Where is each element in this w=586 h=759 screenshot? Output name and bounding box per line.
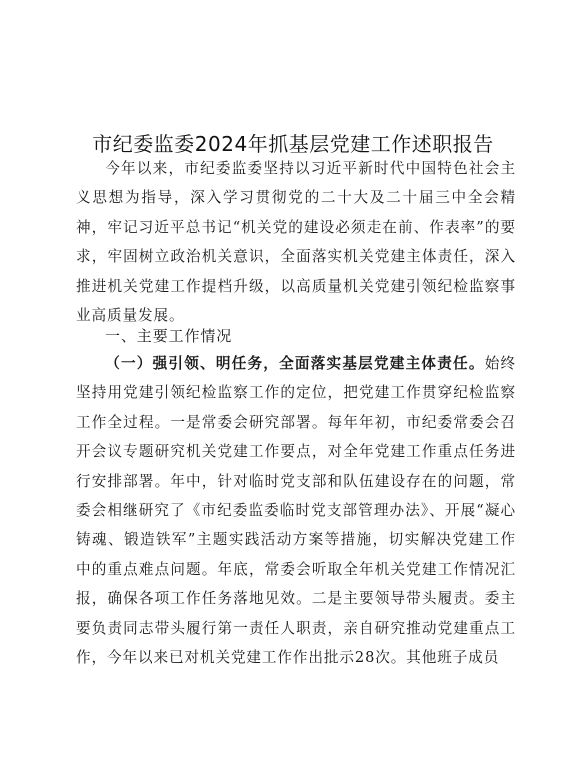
section-heading: 一、主要工作情况 xyxy=(105,327,233,345)
document-title: 市纪委监委2024年抓基层党建工作述职报告 xyxy=(92,132,494,156)
subsection-body: 始终坚持用党建引领纪检监察工作的定位，把党建工作贯穿纪检监察工作全过程。一是常委会研究部署。每年年初，市纪委常委会召开会议专题研究机关党建工作要点，对全年党建工作重点任务进行安排部署。年中，针对临时党支部和队伍建设存在的问题，常委会相继研究了《市纪委监委临时党支部管理办法》、开展“凝心铸魂、锻造铁军”主题实践活动方案等措施，切实解决党建工作中的重点难点问题。年底，常委会听取全年机关党建工作情况汇报，确保各项工作任务落地见效。二是主要领导带头履责。委主要负责同志带头履行第一责任人职责，亲自研究推动党建重点工作，今年以来已对机关党建工作作出批示28次。其他班子成员 xyxy=(76,355,516,667)
subsection-lead: （一）强引领、明任务，全面落实基层党建主体责任。 xyxy=(105,355,485,372)
subsection-paragraph xyxy=(76,349,516,672)
intro-paragraph: 今年以来，市纪委监委坚持以习近平新时代中国特色社会主义思想为指导，深入学习贯彻党的二十大及二十届三中全会精神，牢记习近平总书记“机关党的建设必须走在前、作表率”的要求，牢固树立政治机关意识，全面落实机关党建主体责任，深入推进机关党建工作提档升级，以高质量机关党建引领纪检监察事业高质量发展。 xyxy=(76,160,516,325)
